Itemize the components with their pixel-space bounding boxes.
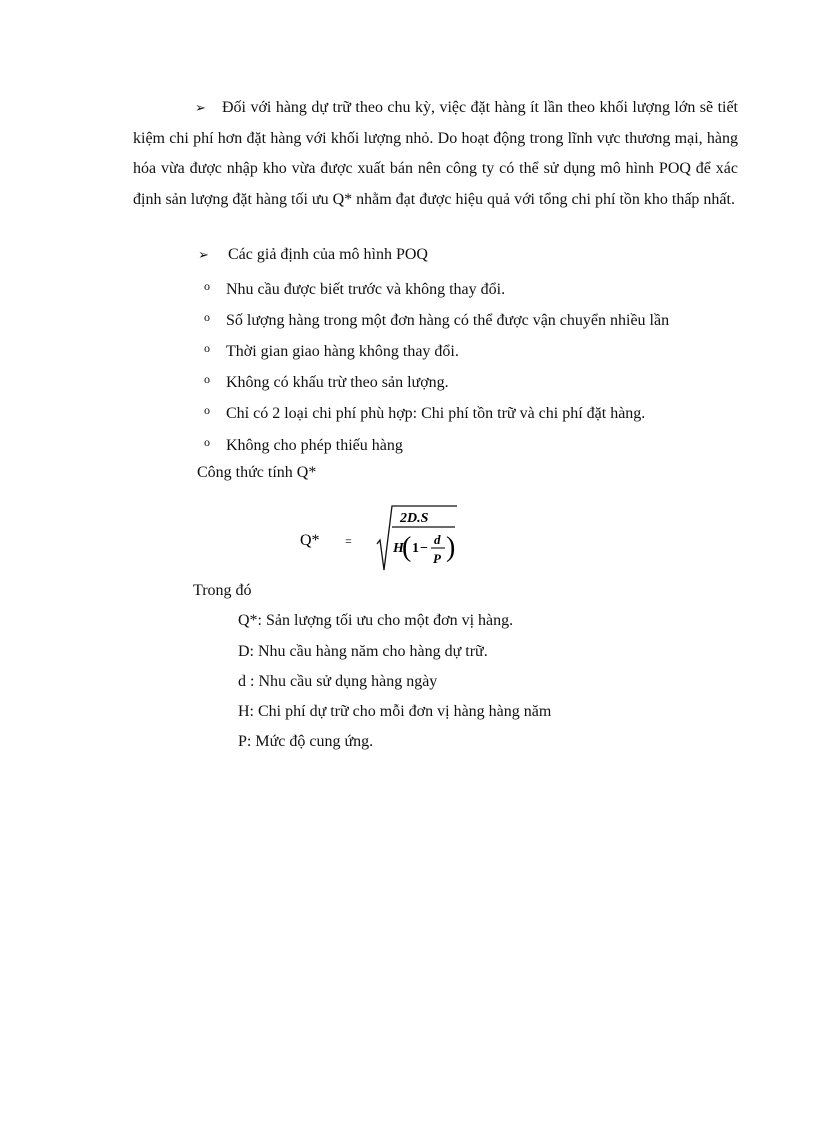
arrow-bullet-icon: ➢: [198, 247, 209, 262]
assumption-text: Không có khấu trừ theo sản lượng.: [226, 374, 449, 391]
where-label: Trong đó: [193, 582, 252, 599]
assumption-text: Nhu cầu được biết trước và không thay đổi.: [226, 281, 506, 298]
degree-bullet-icon: o: [204, 372, 210, 386]
definition-item: d : Nhu cầu sử dụng hàng ngày: [238, 673, 438, 690]
right-paren-icon: ): [446, 532, 456, 563]
degree-bullet-icon: o: [204, 403, 210, 417]
definition-item: D: Nhu cầu hàng năm cho hàng dự trữ.: [238, 643, 488, 660]
assumption-item: [204, 400, 645, 424]
assumption-text: Không cho phép thiếu hàng: [226, 437, 403, 454]
formula-denominator-minus: −: [420, 541, 428, 556]
formula-lhs: Q*: [300, 532, 320, 549]
formula-heading: Công thức tính Q*: [197, 464, 317, 481]
assumption-text: Thời gian giao hàng không thay đổi.: [226, 343, 459, 360]
definition-item: P: Mức độ cung ứng.: [238, 733, 374, 750]
assumption-item: [204, 432, 403, 456]
definition-item: H: Chi phí dự trữ cho mỗi đơn vị hàng hàng năm: [238, 703, 552, 720]
intro-paragraph-text: Đối với hàng dự trữ theo chu kỳ, việc đặt hàng ít lần theo khối lượng lớn sẽ tiết kiệm chi phí hơn đặt hàng với khối lượng nhỏ. Do hoạt động trong lĩnh vực thương mại, hàng hóa vừa được nhập kho vừa được xuất bán nên công ty có thể sử dụng mô hình POQ để xác định sản lượng đặt hàng tối ưu Q* nhằm đạt được hiệu quả với tổng chi phí tồn kho thấp nhất.: [133, 99, 738, 208]
assumption-text: Chỉ có 2 loại chi phí phù hợp: Chi phí tồn trữ và chi phí đặt hàng.: [226, 405, 646, 422]
formula-denominator-one: 1: [412, 541, 419, 556]
formula-numerator: 2D.S: [400, 511, 429, 526]
assumption-text: Số lượng hàng trong một đơn hàng có thể được vận chuyển nhiều lần: [226, 312, 670, 329]
formula-graphic: [300, 500, 470, 580]
degree-bullet-icon: o: [204, 341, 210, 355]
definition-item: Q*: Sản lượng tối ưu cho một đơn vị hàng.: [238, 612, 514, 629]
degree-bullet-icon: o: [204, 279, 210, 293]
formula-denominator-h: H: [393, 541, 404, 556]
degree-bullet-icon: o: [204, 310, 210, 324]
formula-frac-den: P: [433, 551, 441, 566]
assumption-item: [204, 276, 505, 300]
assumption-item: [204, 307, 669, 331]
formula-equals: =: [345, 534, 352, 548]
poq-formula: [300, 500, 470, 580]
assumptions-heading: [198, 245, 428, 265]
formula-frac-num: d: [434, 532, 441, 547]
intro-paragraph: [133, 93, 738, 215]
degree-bullet-icon: o: [204, 435, 210, 449]
left-paren-icon: (: [402, 532, 412, 563]
assumption-item: [204, 338, 459, 362]
arrow-bullet-icon: ➢: [195, 100, 206, 115]
assumption-item: [204, 369, 449, 393]
assumptions-heading-text: Các giả định của mô hình POQ: [228, 246, 428, 263]
